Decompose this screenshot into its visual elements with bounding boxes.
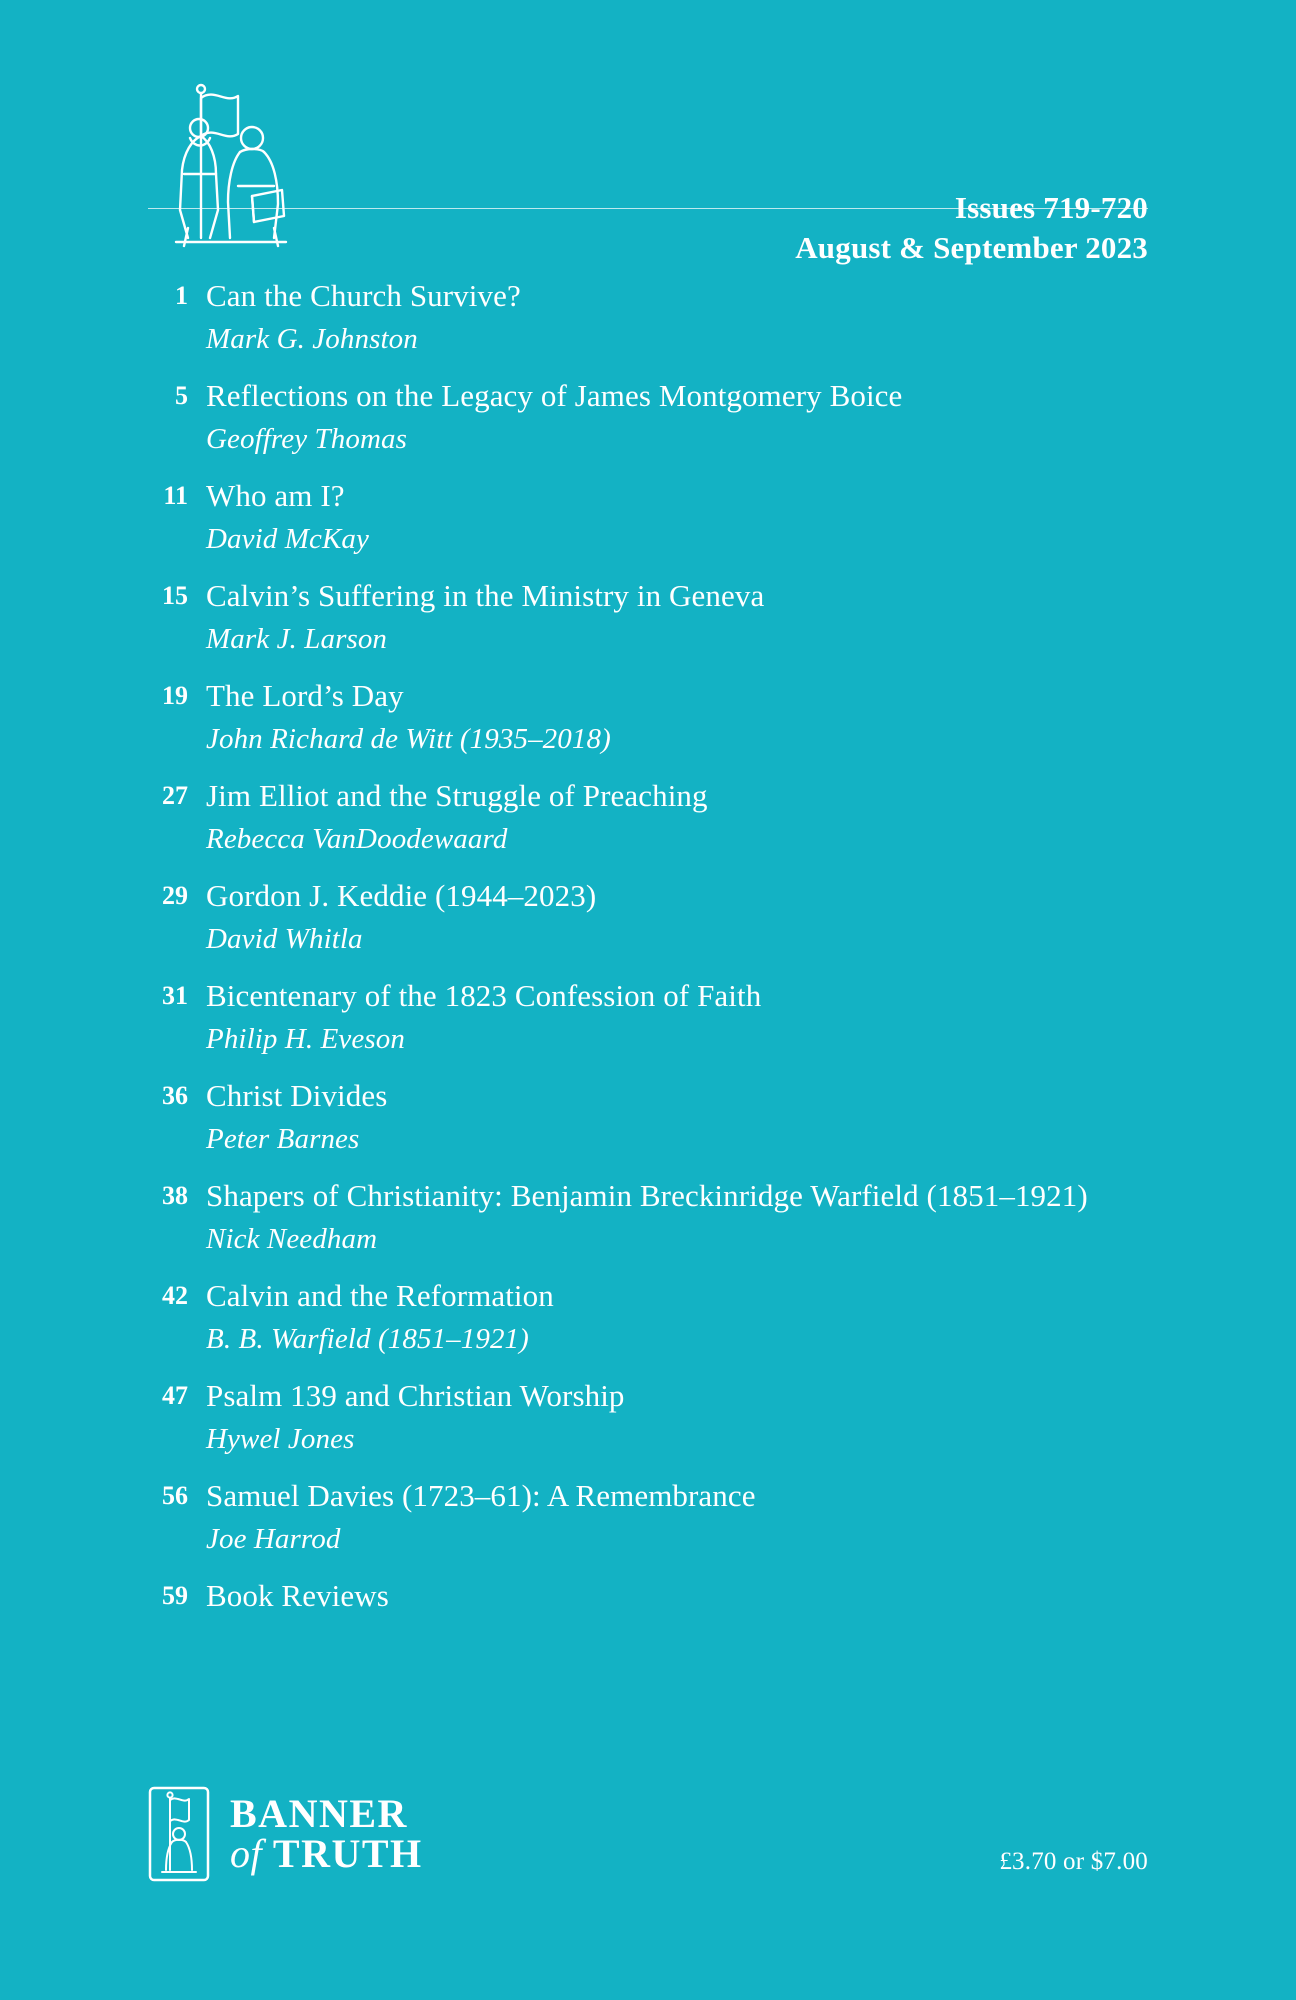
- entry-title: Book Reviews: [206, 1578, 389, 1613]
- entry-title: Gordon J. Keddie (1944–2023): [206, 878, 597, 913]
- list-item[interactable]: [148, 673, 1148, 760]
- entry-title: Calvin’s Suffering in the Ministry in Geneva: [206, 578, 765, 613]
- entry-page-number: 19: [162, 681, 188, 710]
- entry-title: The Lord’s Day: [206, 678, 404, 713]
- list-item[interactable]: [148, 373, 1148, 460]
- entry-text: [206, 273, 1148, 360]
- entry-title: Samuel Davies (1723–61): A Remembrance: [206, 1478, 756, 1513]
- list-item[interactable]: [148, 1073, 1148, 1160]
- entry-author: Geoffrey Thomas: [206, 423, 407, 455]
- publisher-wordmark: [230, 1791, 423, 1876]
- entry-page-number: 36: [162, 1081, 188, 1110]
- issue-date: August & September 2023: [795, 229, 1148, 265]
- entry-title: Christ Divides: [206, 1078, 388, 1113]
- entry-author: David Whitla: [206, 923, 363, 955]
- entry-author: Philip H. Eveson: [206, 1023, 405, 1055]
- entry-text: [206, 1173, 1148, 1260]
- banner-of-truth-emblem-icon: [148, 1786, 210, 1882]
- list-item[interactable]: [148, 273, 1148, 360]
- entry-text: [206, 373, 1148, 460]
- entry-title: Reflections on the Legacy of James Montgomery Boice: [206, 378, 903, 413]
- list-item[interactable]: [148, 973, 1148, 1060]
- entry-author: David McKay: [206, 523, 369, 555]
- list-item[interactable]: [148, 573, 1148, 660]
- issue-numbers: Issues 719-720: [954, 190, 1148, 225]
- entry-title: Shapers of Christianity: Benjamin Breckinridge Warfield (1851–1921): [206, 1178, 1088, 1213]
- entry-text: [206, 1373, 1148, 1460]
- entry-page-number: 1: [175, 281, 188, 310]
- list-item[interactable]: [148, 1373, 1148, 1460]
- entry-author: B. B. Warfield (1851–1921): [206, 1323, 529, 1355]
- banner-of-truth-figures-icon: [154, 78, 304, 248]
- brand-of-text: of: [230, 1831, 263, 1876]
- entry-text: [206, 873, 1148, 960]
- entry-text: [206, 1073, 1148, 1160]
- entry-author: Joe Harrod: [206, 1523, 341, 1555]
- entry-author: Mark J. Larson: [206, 623, 388, 655]
- entry-page-number: 27: [162, 781, 188, 810]
- entry-text: [206, 1573, 1148, 1618]
- entry-author: Hywel Jones: [206, 1423, 355, 1455]
- publisher-logo: [148, 1786, 423, 1882]
- entry-author: John Richard de Witt (1935–2018): [206, 723, 611, 755]
- entry-page-number: 11: [163, 481, 188, 510]
- price-label: £3.70 or $7.00: [999, 1848, 1148, 1875]
- page-header: [148, 0, 1148, 265]
- entry-text: [206, 1473, 1148, 1560]
- brand-truth-line: [230, 1831, 423, 1876]
- entry-title: Psalm 139 and Christian Worship: [206, 1378, 625, 1413]
- brand-truth-text: TRUTH: [272, 1831, 423, 1876]
- entry-title: Can the Church Survive?: [206, 278, 521, 313]
- entry-title: Who am I?: [206, 478, 345, 513]
- entry-author: Mark G. Johnston: [206, 323, 418, 355]
- entry-page-number: 38: [162, 1181, 188, 1210]
- entry-text: [206, 1273, 1148, 1360]
- entry-page-number: 56: [162, 1481, 188, 1510]
- list-item[interactable]: [148, 473, 1148, 560]
- entry-title: Bicentenary of the 1823 Confession of Faith: [206, 978, 762, 1013]
- entry-page-number: 47: [162, 1381, 188, 1410]
- entry-title: Calvin and the Reformation: [206, 1278, 554, 1313]
- entry-text: [206, 573, 1148, 660]
- entry-page-number: 42: [162, 1281, 188, 1310]
- issue-info: [795, 188, 1148, 267]
- entry-page-number: 31: [162, 981, 188, 1010]
- entry-text: [206, 473, 1148, 560]
- entry-page-number: 5: [175, 381, 188, 410]
- entry-author: Nick Needham: [206, 1223, 378, 1255]
- entry-text: [206, 973, 1148, 1060]
- entry-page-number: 15: [162, 581, 188, 610]
- list-item[interactable]: [148, 1173, 1148, 1260]
- list-item[interactable]: [148, 1473, 1148, 1560]
- entry-text: [206, 773, 1148, 860]
- list-item[interactable]: [148, 873, 1148, 960]
- entry-text: [206, 673, 1148, 760]
- entry-page-number: 59: [162, 1581, 188, 1610]
- list-item[interactable]: [148, 773, 1148, 860]
- brand-banner-text: BANNER: [230, 1791, 408, 1836]
- entry-title: Jim Elliot and the Struggle of Preaching: [206, 778, 708, 813]
- entry-page-number: 29: [162, 881, 188, 910]
- entry-author: Rebecca VanDoodewaard: [206, 823, 508, 855]
- page-footer: [148, 1786, 1148, 1882]
- entry-author: Peter Barnes: [206, 1123, 360, 1155]
- table-of-contents: [148, 273, 1148, 1618]
- list-item[interactable]: [148, 1273, 1148, 1360]
- list-item[interactable]: [148, 1573, 1148, 1618]
